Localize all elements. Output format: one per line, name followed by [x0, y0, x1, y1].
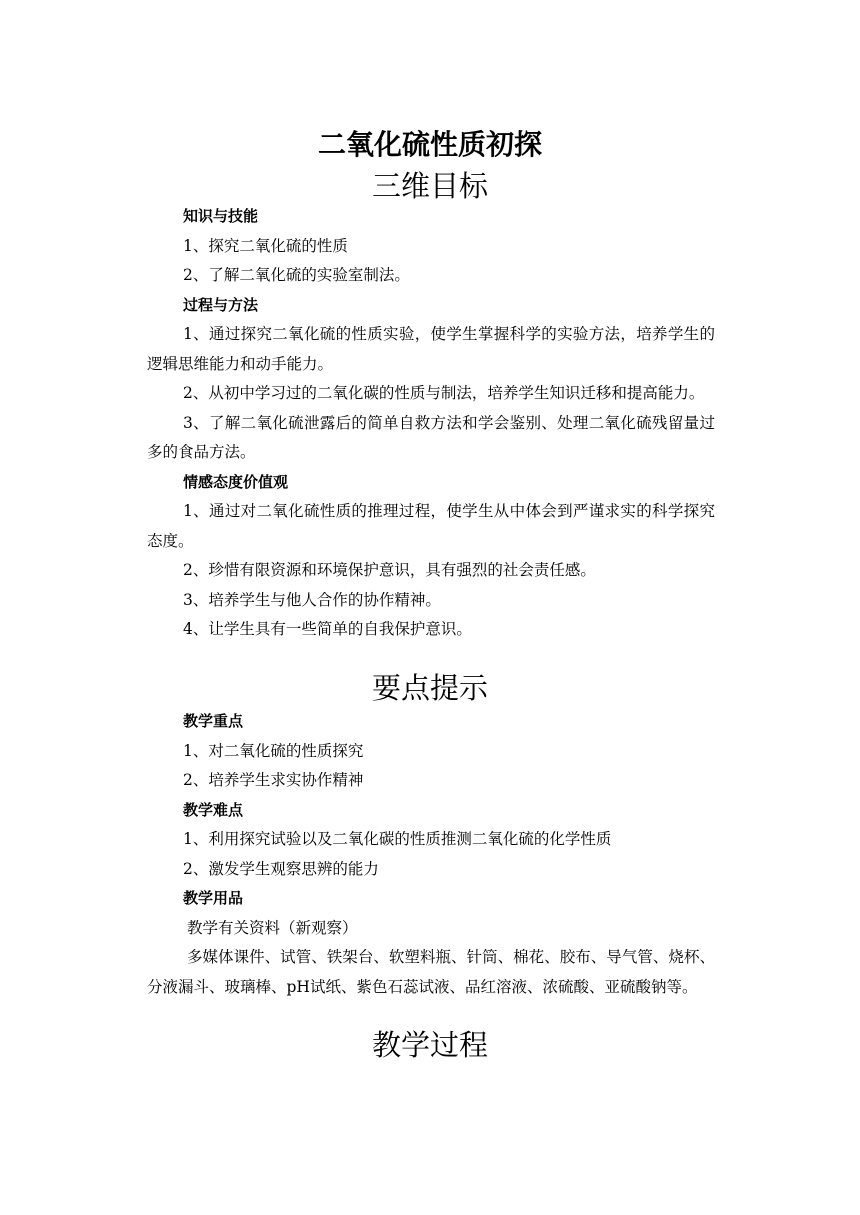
subheading-materials: 教学用品 [183, 889, 244, 907]
process-item-2: 2、从初中学习过的二氧化碳的性质与制法，培养学生知识迁移和提高能力。 [183, 384, 705, 402]
focus-item-2: 2、培养学生求实协作精神 [183, 771, 364, 789]
difficulty-item-1: 1、利用探究试验以及二氧化碳的性质推测二氧化硫的化学性质 [183, 830, 612, 848]
attitude-item-2: 2、珍惜有限资源和环境保护意识，具有强烈的社会责任感。 [183, 561, 596, 579]
difficulty-item-2: 2、激发学生观察思辨的能力 [183, 859, 379, 878]
objectives-body [147, 202, 715, 645]
subheading-process: 过程与方法 [183, 295, 259, 314]
focus-item-1: 1、对二氧化硫的性质探究 [183, 741, 364, 760]
knowledge-item-2: 2、了解二氧化硫的实验室制法。 [183, 266, 410, 284]
subheading-attitude: 情感态度价值观 [183, 472, 289, 491]
subheading-knowledge: 知识与技能 [183, 207, 259, 225]
materials-item-1: 教学有关资料（新观察） [187, 918, 358, 937]
document-title: 二氧化硫性质初探 [317, 128, 542, 161]
attitude-item-1: 1、通过对二氧化硫性质的推理过程，使学生从中体会到严谨求实的科学探究态度。 [147, 502, 715, 550]
process-item-1: 1、通过探究二氧化硫的性质实验，使学生掌握科学的实验方法，培养学生的逻辑思维能力和动手能力。 [147, 325, 715, 373]
process-item-3: 3、了解二氧化硫泄露后的简单自救方法和学会鉴别、处理二氧化硫残留量过多的食品方法。 [147, 413, 715, 461]
subheading-focus: 教学重点 [183, 712, 244, 730]
section-heading-objectives: 三维目标 [371, 169, 488, 203]
subheading-difficulty: 教学难点 [183, 800, 244, 819]
knowledge-item-1: 1、探究二氧化硫的性质 [183, 236, 348, 255]
attitude-item-3: 3、培养学生与他人合作的协作精神。 [183, 590, 441, 609]
materials-item-2: 多媒体课件、试管、铁架台、软塑料瓶、针筒、棉花、胶布、导气管、烧杯、分液漏斗、玻璃棒、pH试纸、紫色石蕊试液、品红溶液、浓硫酸、亚硫酸钠等。 [147, 948, 715, 996]
key-points-body [147, 707, 715, 1002]
section-heading-key-points: 要点提示 [371, 671, 488, 705]
section-heading-process: 教学过程 [371, 1028, 488, 1062]
attitude-item-4: 4、让学生具有一些简单的自我保护意识。 [183, 620, 472, 638]
